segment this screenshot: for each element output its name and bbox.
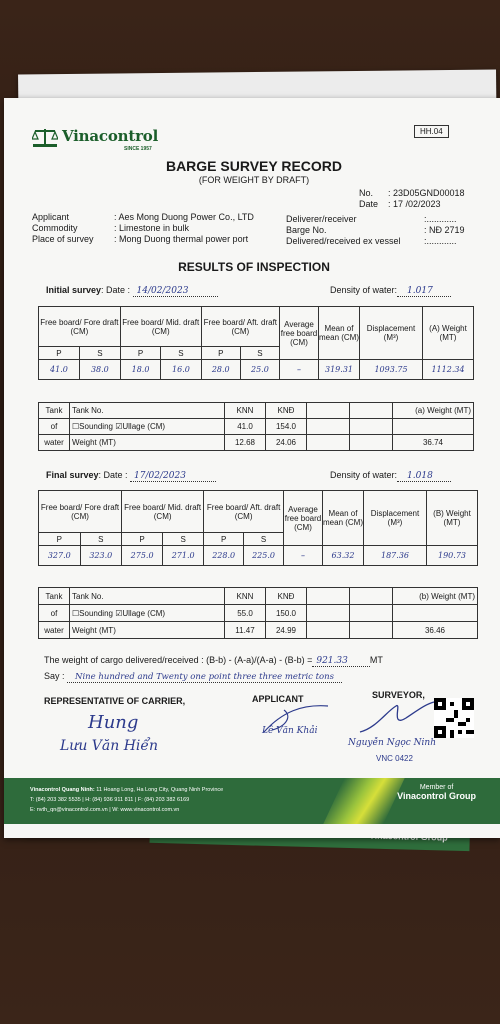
footer-web: E: nvth_qn@vinacontrol.com.vn | W: www.vinacontrol.com.vn	[30, 807, 180, 813]
carrier-signature-2: Lưu Văn Hiển	[60, 738, 159, 754]
header-displacement: Displacement (M³)	[364, 491, 427, 546]
initial-date-prefix: : Date :	[101, 285, 133, 295]
mid-s-value: 16.0	[161, 360, 201, 380]
ps-label: S	[80, 533, 122, 546]
ps-label: S	[79, 347, 120, 360]
initial-survey-label: Initial survey	[46, 285, 102, 295]
member-of-block	[397, 778, 476, 801]
surveyor-label: SURVEYOR,	[372, 690, 425, 700]
water-label: water	[39, 622, 70, 639]
weight-label: Weight (MT)	[70, 622, 225, 639]
barge-label: Barge No.	[286, 225, 327, 235]
initial-tank-table	[38, 402, 474, 451]
tank-label: Tank	[39, 403, 70, 419]
ullage-value: 154.0	[266, 419, 307, 435]
applicant-signature-name: Lê Văn Khải	[262, 726, 318, 736]
sheet-footer	[4, 778, 500, 824]
document-subtitle: (FOR WEIGHT BY DRAFT)	[198, 175, 310, 185]
header-mean-of-mean: Mean of mean (CM)	[323, 491, 364, 546]
fore-s-value: 323.0	[80, 546, 122, 566]
final-tank-table	[38, 587, 478, 639]
footer-address: 11 Hoang Long, Ha Long City, Quang Ninh Province	[96, 787, 224, 793]
tank-label: Tank	[39, 588, 70, 605]
fore-p-value: 327.0	[39, 546, 81, 566]
b-small-weight-value: 36.46	[393, 622, 478, 639]
record-date-value: : 17 /02/2023	[388, 199, 441, 209]
exvessel-value: :............	[424, 236, 457, 246]
header-fore-draft: Free board/ Fore draft (CM)	[39, 307, 121, 347]
final-density-label: Density of water:	[330, 470, 398, 480]
cargo-weight-line	[44, 655, 383, 666]
of-label: of	[39, 419, 70, 435]
header-displacement: Displacement (M³)	[360, 307, 423, 360]
tank-weight-value: 24.99	[266, 622, 307, 639]
applicant-value: : Aes Mong Duong Power Co., LTD	[114, 212, 254, 222]
of-label: of	[39, 605, 70, 622]
surveyor-signature-name: Nguyễn Ngọc Ninh	[348, 738, 437, 748]
ps-label: S	[240, 347, 279, 360]
cargo-unit: MT	[369, 655, 383, 665]
displacement-value: 187.36	[364, 546, 427, 566]
final-date-prefix: : Date :	[98, 470, 131, 480]
ps-label: P	[39, 533, 81, 546]
say-label: Say :	[44, 671, 65, 681]
initial-survey-line	[46, 285, 218, 296]
ps-label: P	[201, 347, 240, 360]
fore-s-value: 38.0	[79, 360, 120, 380]
tank-knd-head: KNĐ	[266, 403, 307, 419]
initial-density-label: Density of water:	[330, 285, 398, 295]
logo-text: Vinacontrol	[62, 127, 159, 145]
header-fore-draft: Free board/ Fore draft (CM)	[39, 491, 122, 533]
footer-stripe	[323, 778, 404, 824]
tank-no-label: Tank No.	[70, 403, 225, 419]
document-title: BARGE SURVEY RECORD	[165, 158, 343, 174]
carrier-label: REPRESENTATIVE OF CARRIER,	[44, 696, 186, 706]
final-draft-table	[38, 490, 478, 566]
a-small-weight-value: 36.74	[393, 435, 474, 451]
header-average-freeboard: Average free board (CM)	[284, 491, 323, 546]
aft-s-value: 25.0	[240, 360, 279, 380]
footer-phones: T: (84) 203 382 5535 | H: (84) 936 911 811 | F: (84) 203 382 6169	[30, 797, 190, 803]
ps-label: P	[122, 533, 163, 546]
fore-p-value: 41.0	[39, 360, 80, 380]
weight-label: Weight (MT)	[70, 435, 225, 451]
initial-density-value: 1.017	[397, 286, 451, 297]
commodity-label: Commodity	[32, 223, 78, 233]
ps-label: S	[244, 533, 284, 546]
ps-label: P	[204, 533, 244, 546]
mid-p-value: 18.0	[120, 360, 160, 380]
average-value: –	[280, 360, 319, 380]
logo-since: SINCE 1957	[124, 146, 152, 152]
commodity-value: : Limestone in bulk	[114, 223, 190, 233]
footer-company: Vinacontrol Quang Ninh:	[30, 787, 95, 793]
header-a-weight: (A) Weight (MT)	[423, 307, 474, 360]
b-small-weight-label: (b) Weight (MT)	[393, 588, 478, 605]
scales-icon	[32, 126, 58, 148]
water-label: water	[39, 435, 70, 451]
aft-s-value: 225.0	[244, 546, 284, 566]
header-mid-draft: Free board/ Mid. draft (CM)	[120, 307, 201, 347]
initial-density	[330, 285, 451, 296]
record-no-value: : 23D05GND00018	[388, 188, 465, 198]
say-value: Nine hundred and Twenty one point three three metric tons	[67, 672, 342, 683]
aft-p-value: 28.0	[201, 360, 240, 380]
average-value: –	[284, 546, 323, 566]
vnc-code: VNC 0422	[376, 754, 413, 763]
header-b-weight: (B) Weight (MT)	[427, 491, 478, 546]
cargo-weight-value: 921.33	[312, 656, 370, 667]
results-title: RESULTS OF INSPECTION	[178, 260, 330, 274]
header-mid-draft: Free board/ Mid. draft (CM)	[122, 491, 204, 533]
form-code: HH.04	[414, 125, 449, 138]
record-date-label: Date	[359, 199, 379, 209]
displacement-value: 1093.75	[360, 360, 423, 380]
record-no-label: No.	[359, 188, 374, 198]
ps-label: S	[161, 347, 201, 360]
sounding-ullage-label: ☐Sounding ☑Ullage (CM)	[70, 605, 225, 622]
tank-knn-head: KNN	[225, 403, 266, 419]
ullage-value: 41.0	[225, 419, 266, 435]
sounding-ullage-label: ☐Sounding ☑Ullage (CM)	[70, 419, 225, 435]
mid-s-value: 271.0	[163, 546, 204, 566]
place-label: Place of survey	[32, 234, 94, 244]
mid-p-value: 275.0	[122, 546, 163, 566]
footer-address-line	[30, 787, 223, 793]
initial-date-value: 14/02/2023	[133, 286, 219, 297]
final-survey-line	[46, 470, 216, 481]
tank-knd-head: KNĐ	[266, 588, 307, 605]
tank-knn-head: KNN	[225, 588, 266, 605]
header-aft-draft: Free board/ Aft. draft (CM)	[201, 307, 279, 347]
mean-of-mean-value: 319.31	[319, 360, 360, 380]
final-survey-label: Final survey	[46, 470, 99, 480]
mean-of-mean-value: 63.32	[323, 546, 364, 566]
carrier-signature-1: Hung	[88, 712, 139, 733]
place-value: : Mong Duong thermal power port	[114, 234, 249, 244]
exvessel-label: Delivered/received ex vessel	[286, 236, 401, 246]
qr-code	[434, 698, 474, 738]
header-mean-of-mean: Mean of mean (CM)	[319, 307, 360, 360]
member-group-name: Vinacontrol Group	[397, 791, 476, 801]
ullage-value: 55.0	[225, 605, 266, 622]
member-of-label: Member of	[419, 784, 454, 791]
cargo-formula: The weight of cargo delivered/received : (B-b) - (A-a)/(A-a) - (B-b) =	[44, 655, 313, 665]
tank-no-label: Tank No.	[70, 588, 225, 605]
barge-value: : NĐ 2719	[424, 225, 465, 235]
deliverer-value: :............	[424, 214, 457, 224]
final-date-value: 17/02/2023	[130, 471, 216, 482]
tank-weight-value: 11.47	[225, 622, 266, 639]
initial-draft-table	[38, 306, 474, 380]
say-line	[44, 671, 342, 682]
ps-label: P	[120, 347, 160, 360]
surveyor-signature-flourish	[356, 698, 436, 738]
tank-weight-value: 12.68	[225, 435, 266, 451]
a-weight-value: 1112.34	[423, 360, 474, 380]
ullage-value: 150.0	[266, 605, 307, 622]
ps-label: S	[163, 533, 204, 546]
tank-weight-value: 24.06	[266, 435, 307, 451]
vinacontrol-logo	[32, 126, 172, 152]
deliverer-label: Deliverer/receiver	[286, 214, 357, 224]
header-average-freeboard: Average free board (CM)	[280, 307, 319, 360]
ps-label: P	[39, 347, 80, 360]
final-density-value: 1.018	[397, 471, 451, 482]
final-density	[330, 470, 451, 481]
survey-record-sheet	[4, 98, 500, 838]
header-aft-draft: Free board/ Aft. draft (CM)	[204, 491, 284, 533]
applicant-label: Applicant	[32, 212, 70, 222]
applicant-sign-label: APPLICANT	[252, 694, 304, 704]
aft-p-value: 228.0	[204, 546, 244, 566]
a-small-weight-label: (a) Weight (MT)	[393, 403, 474, 419]
b-weight-value: 190.73	[427, 546, 478, 566]
